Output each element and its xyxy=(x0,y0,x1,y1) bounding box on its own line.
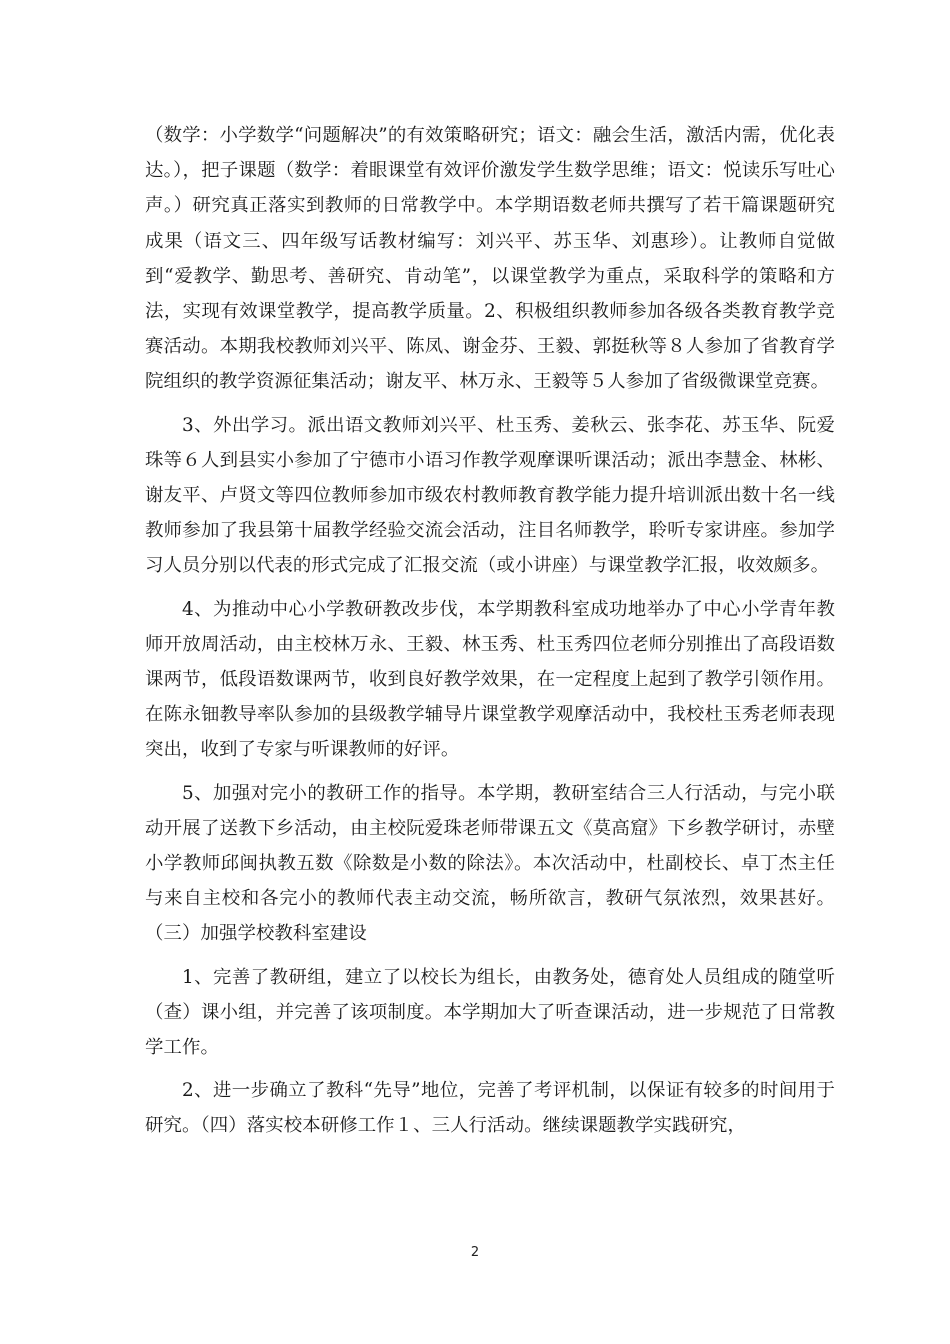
paragraph-research-continuation: （数学：小学数学“问题解决”的有效策略研究；语文：融会生活，激活内需，优化表达。），把子课题（数学：着眼课堂有效评价激发学生数学思维；语文：悦读乐写吐心声。）研究真正落实到教师的日常教学中。本学期语数老师共撰写了若干篇课题研究成果（语文三、四年级写话教材编写：刘兴平、苏玉华、刘惠珍）。让教师自觉做到“爱教学、勤思考、善研究、肯动笔”，以课堂教学为重点，采取科学的策略和方法，实现有效课堂教学，提高教学质量。2、积极组织教师参加各级各类教育教学竞赛活动。本期我校教师刘兴平、陈凤、谢金芬、王毅、郭挺秋等８人参加了省教育学院组织的教学资源征集活动；谢友平、林万永、王毅等５人参加了省级微课堂竞赛。 xyxy=(145,125,835,393)
paragraph-research-group: 1、完善了教研组，建立了以校长为组长，由教务处，德育处人员组成的随堂听（查）课小组，并完善了该项制度。本学期加大了听查课活动，进一步规范了日常教学工作。 xyxy=(145,966,835,1059)
document-body xyxy=(145,118,835,1144)
paragraph-rural-school-guidance: 5、加强对完小的教研工作的指导。本学期，教研室结合三人行活动，与完小联动开展了送教下乡活动，由主校阮爱珠老师带课五文《莫高窟》下乡教学研讨，赤壁小学教师邱闽执教五数《除数是小数的除法》。本次活动中，杜副校长、卓丁杰主任与来自主校和各完小的教师代表主动交流，畅所欲言，教研气氛浓烈，效果甚好。（三）加强学校教科室建设 xyxy=(145,782,835,945)
paragraph-teacher-open-week: 4、为推动中心小学教研教改步伐，本学期教科室成功地举办了中心小学青年教师开放周活动，由主校林万永、王毅、林玉秀、杜玉秀四位老师分别推出了高段语数课两节，低段语数课两节，收到良好教学效果，在一定程度上起到了教学引领作用。在陈永钿教导率队参加的县级教学辅导片课堂教学观摩活动中，我校杜玉秀老师表现突出，收到了专家与听课教师的好评。 xyxy=(145,598,835,761)
page-number: 2 xyxy=(470,1245,480,1260)
paragraph-research-priority: 2、进一步确立了教科“先导”地位，完善了考评机制，以保证有较多的时间用于研究。（四）落实校本研修工作１、三人行活动。继续课题教学实践研究， xyxy=(145,1080,835,1137)
paragraph-external-study: 3、外出学习。派出语文教师刘兴平、杜玉秀、姜秋云、张李花、苏玉华、阮爱珠等６人到县实小参加了宁德市小语习作教学观摩课听课活动；派出李慧金、林彬、谢友平、卢贤文等四位教师参加市级农村教师教育教学能力提升培训派出数十名一线教师参加了我县第十届教学经验交流会活动，注目名师教学，聆听专家讲座。参加学习人员分别以代表的形式完成了汇报交流（或小讲座）与课堂教学汇报，收效颇多。 xyxy=(145,414,835,577)
